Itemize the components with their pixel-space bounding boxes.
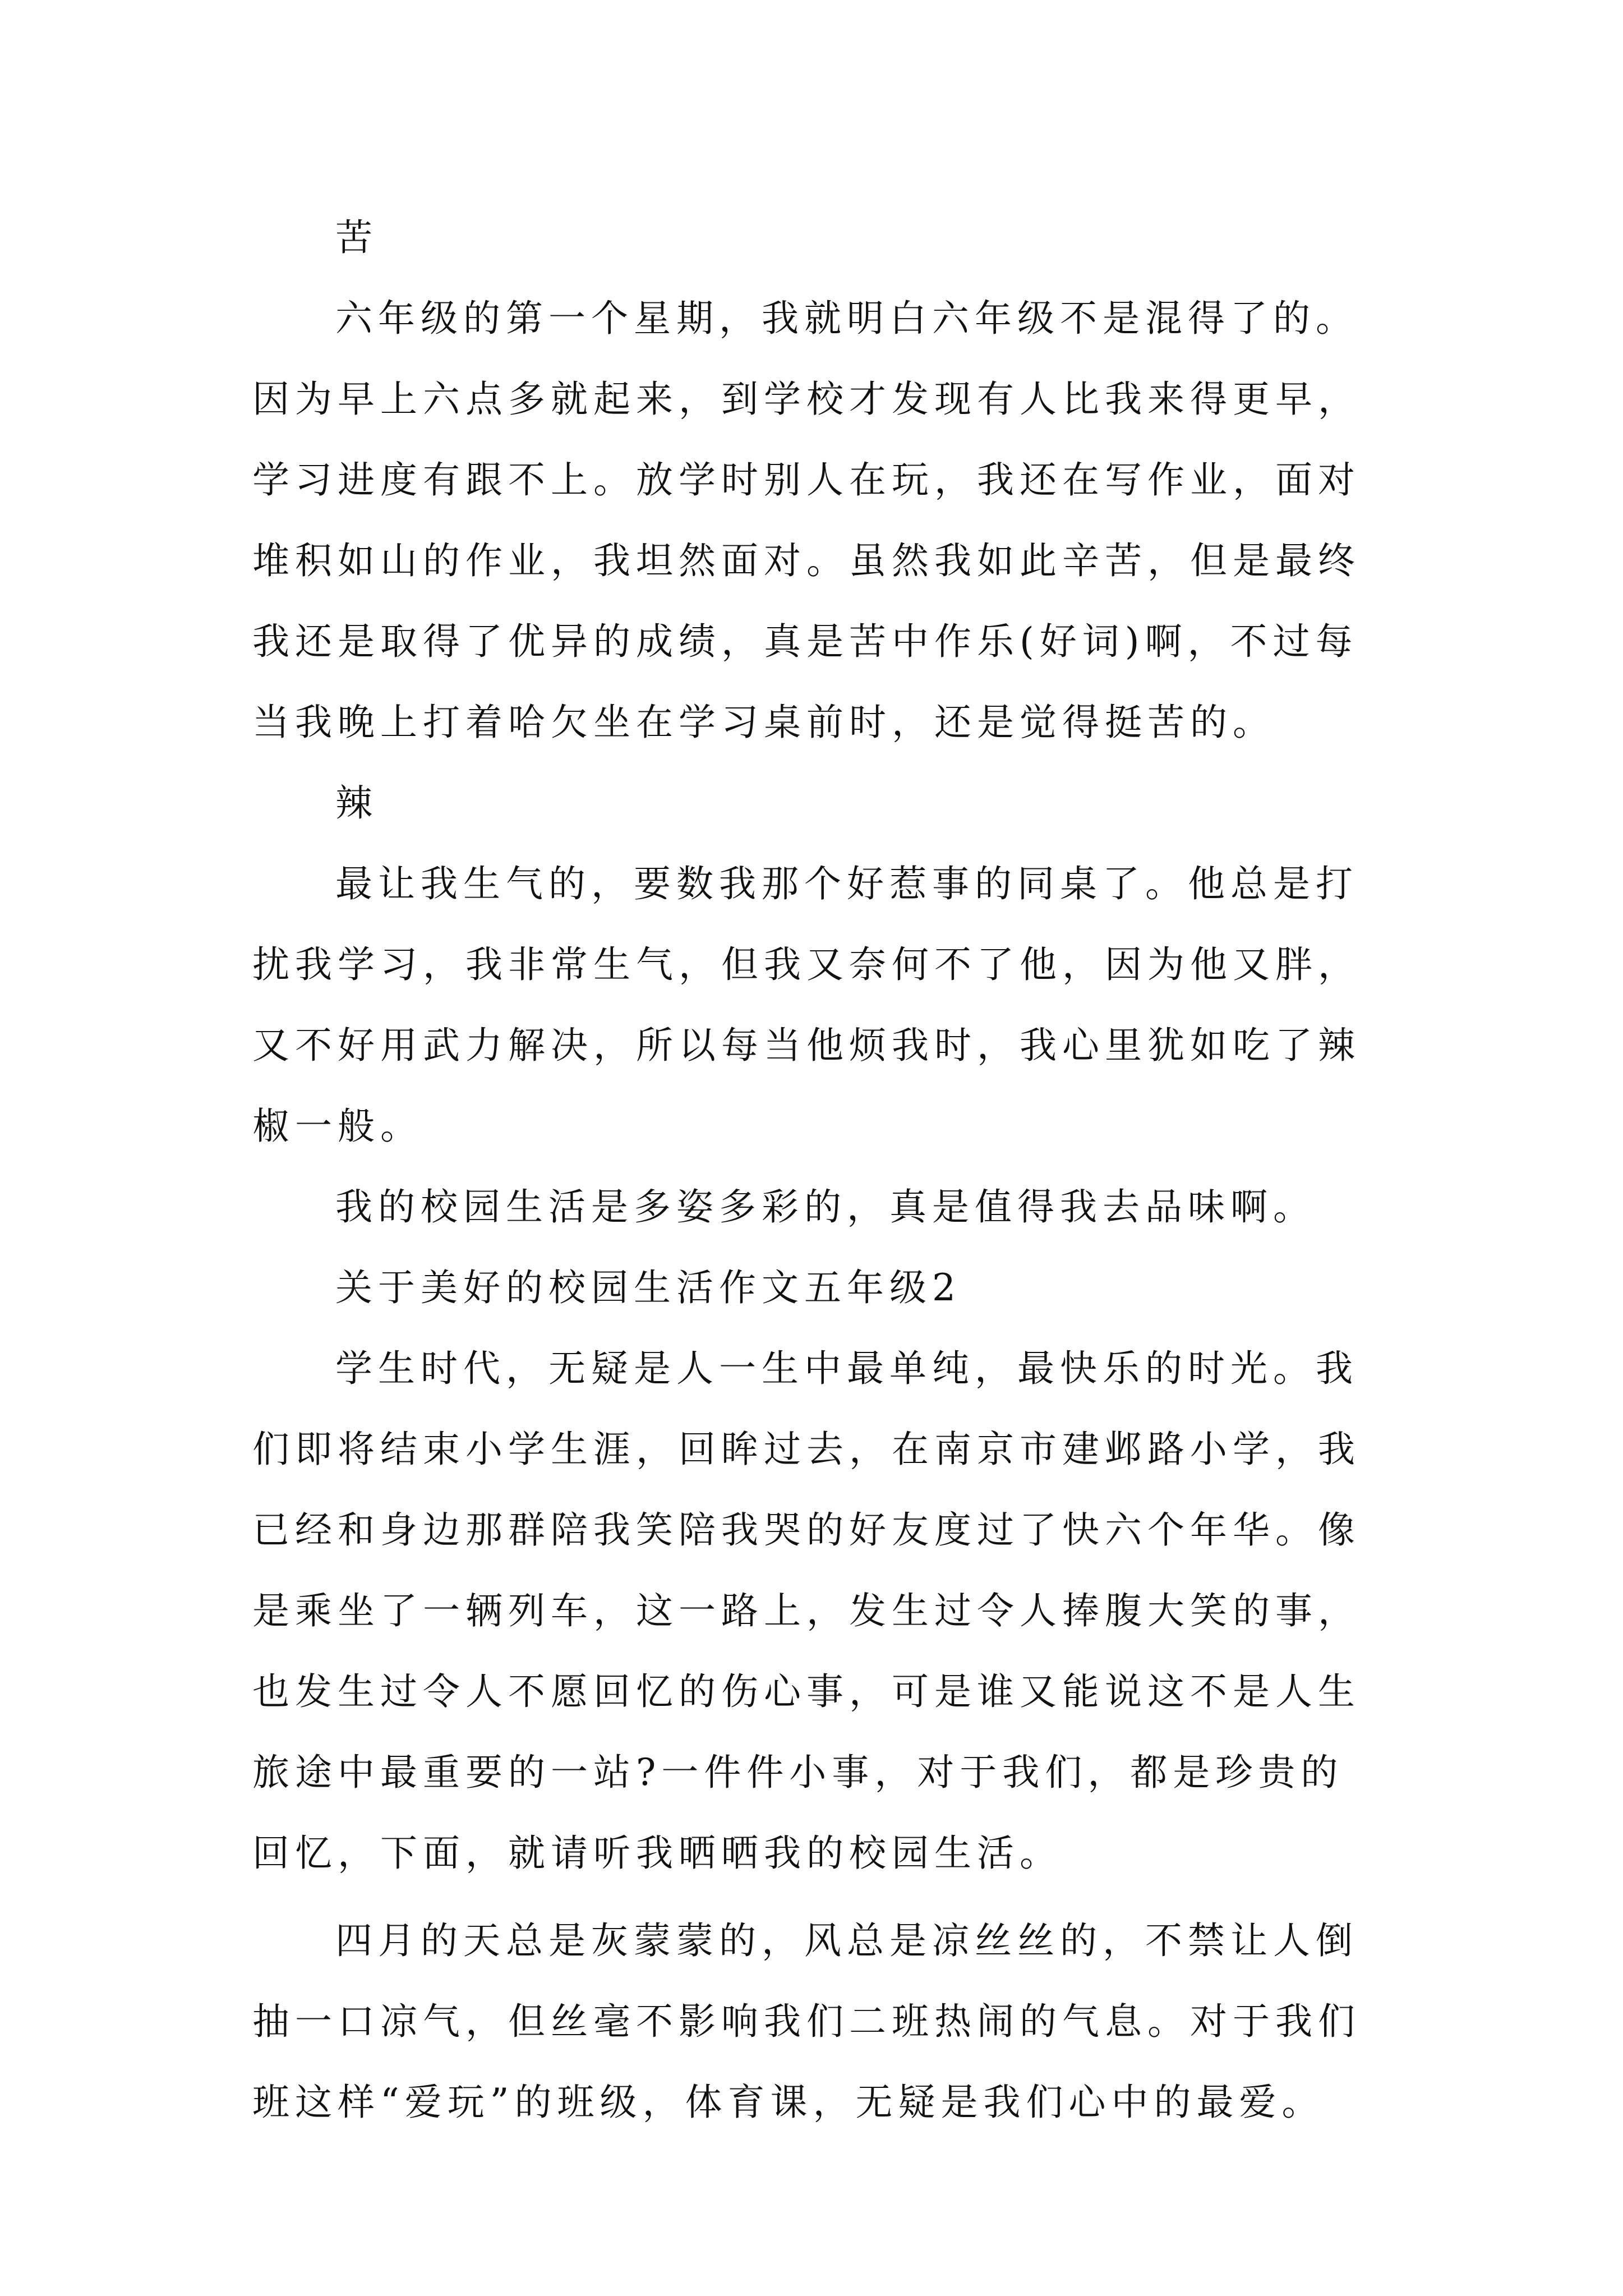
paragraph-april: 四月的天总是灰蒙蒙的，风总是凉丝丝的，不禁让人倒抽一口凉气，但丝毫不影响我们二班热闹的气息。对于我们班这样“爱玩”的班级，体育课，无疑是我们心中的最爱。 (252, 1919, 1361, 2124)
section-heading-spicy: 辣 (335, 781, 378, 825)
paragraph-summary: 我的校园生活是多姿多彩的，真是值得我去品味啊。 (335, 1185, 1316, 1228)
paragraph-bitter: 六年级的第一个星期，我就明白六年级不是混得了的。因为早上六点多就起来，到学校才发现有人比我来得更早，学习进度有跟不上。放学时别人在玩，我还在写作业，面对堆积如山的作业，我坦然面对。虽然我如此辛苦，但是最终我还是取得了优异的成绩，真是苦中作乐(好词)啊，不过每当我晚上打着哈欠坐在学习桌前时，还是觉得挺苦的。 (252, 297, 1361, 744)
paragraph-school-days: 学生时代，无疑是人一生中最单纯，最快乐的时光。我们即将结束小学生涯，回眸过去，在南京市建邺路小学，我已经和身边那群陪我笑陪我哭的好友度过了快六个年华。像是乘坐了一辆列车，这一路上，发生过令人捧腹大笑的事，也发生过令人不愿回忆的伤心事，可是谁又能说这不是人生旅途中最重要的一站?一件件小事，对于我们，都是珍贵的回忆，下面，就请听我晒晒我的校园生活。 (252, 1347, 1361, 1875)
essay-title-2: 关于美好的校园生活作文五年级2 (335, 1266, 961, 1309)
document-body (252, 197, 1380, 2143)
paragraph-spicy: 最让我生气的，要数我那个好惹事的同桌了。他总是打扰我学习，我非常生气，但我又奈何不了他，因为他又胖，又不好用武力解决，所以每当他烦我时，我心里犹如吃了辣椒一般。 (252, 862, 1361, 1148)
section-heading-bitter: 苦 (335, 216, 378, 259)
